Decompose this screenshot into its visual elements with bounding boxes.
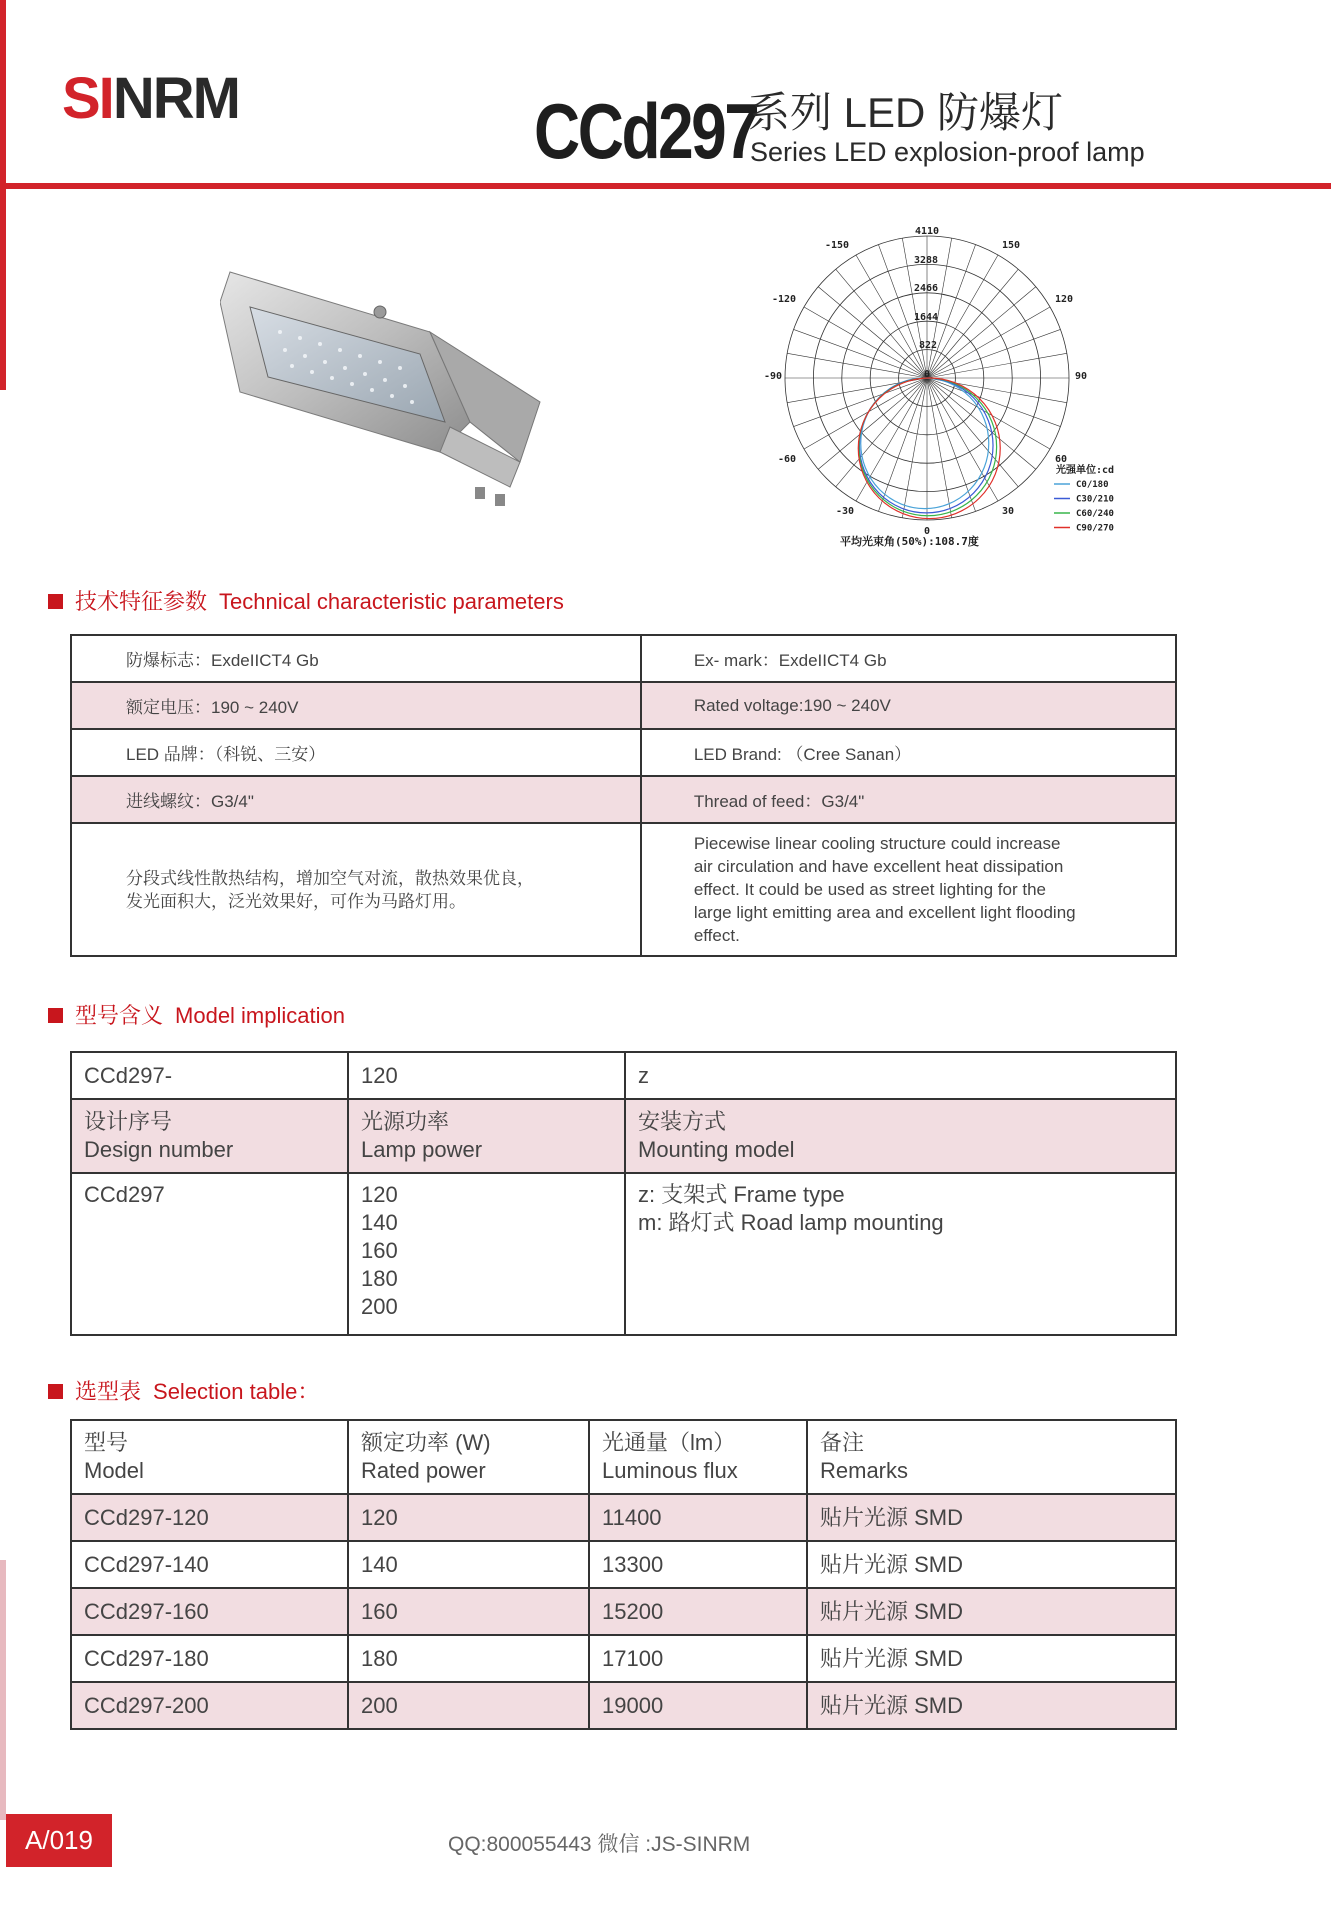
table-row bbox=[71, 1682, 1176, 1729]
tech-en-cell: Piecewise linear cooling structure could increase air circulation and have excellent heat dissipation effect. It could be used as street lighting for the large light emitting area and excellent light flooding effect. bbox=[641, 823, 1176, 956]
table-row bbox=[71, 1099, 1176, 1173]
table-row bbox=[71, 682, 1176, 729]
cell-remarks: 贴片光源 SMD bbox=[807, 1635, 1176, 1682]
tech-params-table bbox=[70, 634, 1177, 957]
table-row bbox=[71, 1052, 1176, 1099]
angle-label: -60 bbox=[778, 454, 797, 465]
header-remarks: 备注 Remarks bbox=[807, 1420, 1176, 1494]
table-row bbox=[71, 776, 1176, 823]
cell-flux: 17100 bbox=[589, 1635, 807, 1682]
legend-label: C0/180 bbox=[1076, 480, 1109, 490]
header-rated-power: 额定功率 (W) Rated power bbox=[348, 1420, 589, 1494]
polar-intensity-diagram bbox=[740, 220, 1140, 560]
table-row bbox=[71, 1541, 1176, 1588]
cell-remarks: 贴片光源 SMD bbox=[807, 1541, 1176, 1588]
table-row bbox=[71, 823, 1176, 956]
cell-power: 160 bbox=[348, 1588, 589, 1635]
header-divider bbox=[0, 183, 1331, 189]
angle-label: 120 bbox=[1055, 294, 1074, 305]
tech-cn-cell: 额定电压：190 ~ 240V bbox=[71, 682, 641, 729]
label-mounting-model: 安装方式 Mounting model bbox=[625, 1099, 1176, 1173]
radial-label: 1644 bbox=[914, 312, 939, 323]
section-heading-selection: 选型表 Selection table： bbox=[48, 1381, 319, 1403]
bullet-square-icon bbox=[48, 1008, 63, 1023]
angle-label: 60 bbox=[1055, 454, 1068, 465]
value-design-number: CCd297 bbox=[71, 1173, 348, 1335]
cell-power: 140 bbox=[348, 1541, 589, 1588]
tech-cn-cell: 进线螺纹：G3/4" bbox=[71, 776, 641, 823]
cell-model: CCd297-160 bbox=[71, 1588, 348, 1635]
code-part-power: 120 bbox=[348, 1052, 625, 1099]
tech-en-cell: LED Brand: （Cree Sanan） bbox=[641, 729, 1176, 776]
tech-cn-cell: 防爆标志：ExdeIICT4 Gb bbox=[71, 635, 641, 682]
tech-cn-cell: LED 品牌：（科锐、三安） bbox=[71, 729, 641, 776]
cell-model: CCd297-200 bbox=[71, 1682, 348, 1729]
table-row bbox=[71, 1635, 1176, 1682]
bullet-square-icon bbox=[48, 594, 63, 609]
footer-contact: QQ:800055443 微信 :JS-SINRM bbox=[448, 1833, 751, 1856]
table-row bbox=[71, 1588, 1176, 1635]
section-heading-model: 型号含义 Model implication bbox=[48, 1005, 345, 1027]
bullet-square-icon bbox=[48, 1384, 63, 1399]
section-heading-tech: 技术特征参数 Technical characteristic parameters bbox=[48, 591, 564, 613]
product-model-title: CCd297 bbox=[534, 87, 758, 175]
tech-cn-cell: 分段式线性散热结构，增加空气对流，散热效果优良， 发光面积大，泛光效果好，可作为马路灯用。 bbox=[71, 823, 641, 956]
legend-label: C30/210 bbox=[1076, 494, 1114, 505]
brand-logo: SINRM bbox=[62, 66, 239, 131]
code-part-series: CCd297- bbox=[71, 1052, 348, 1099]
angle-label: -150 bbox=[825, 240, 850, 251]
value-mount-options: z: 支架式 Frame type m: 路灯式 Road lamp mounting bbox=[625, 1173, 1176, 1335]
angle-label: 150 bbox=[1002, 240, 1021, 251]
legend-label: C60/240 bbox=[1076, 509, 1114, 519]
left-accent-bar-lower bbox=[0, 1560, 6, 1820]
cell-power: 180 bbox=[348, 1635, 589, 1682]
cell-remarks: 贴片光源 SMD bbox=[807, 1588, 1176, 1635]
cell-power: 120 bbox=[348, 1494, 589, 1541]
cell-remarks: 贴片光源 SMD bbox=[807, 1494, 1176, 1541]
page-number-tag: A/019 bbox=[6, 1814, 112, 1867]
angle-label: -120 bbox=[772, 294, 797, 305]
cell-model: CCd297-120 bbox=[71, 1494, 348, 1541]
angle-label: -30 bbox=[836, 506, 855, 517]
polar-legend bbox=[1054, 480, 1114, 534]
angle-label: 90 bbox=[1075, 371, 1088, 382]
table-row bbox=[71, 1173, 1176, 1335]
title-english: Series LED explosion-proof lamp bbox=[750, 137, 1145, 167]
header-model: 型号 Model bbox=[71, 1420, 348, 1494]
table-row bbox=[71, 729, 1176, 776]
legend-label: C90/270 bbox=[1076, 523, 1114, 534]
angle-label: 30 bbox=[1002, 506, 1015, 517]
label-lamp-power: 光源功率 Lamp power bbox=[348, 1099, 625, 1173]
beam-angle-caption: 平均光束角(50%):108.7度 bbox=[840, 535, 979, 548]
table-header-row bbox=[71, 1420, 1176, 1494]
value-power-list: 120 140 160 180 200 bbox=[348, 1173, 625, 1335]
cell-model: CCd297-180 bbox=[71, 1635, 348, 1682]
cell-power: 200 bbox=[348, 1682, 589, 1729]
header-luminous-flux: 光通量（lm） Luminous flux bbox=[589, 1420, 807, 1494]
cell-model: CCd297-140 bbox=[71, 1541, 348, 1588]
cell-flux: 13300 bbox=[589, 1541, 807, 1588]
cell-flux: 11400 bbox=[589, 1494, 807, 1541]
angle-label: -90 bbox=[764, 371, 783, 382]
title-chinese: 系列 LED 防爆灯 bbox=[748, 89, 1064, 136]
selection-table bbox=[70, 1419, 1177, 1730]
label-design-number: 设计序号 Design number bbox=[71, 1099, 348, 1173]
product-photo bbox=[220, 262, 550, 512]
tech-en-cell: Thread of feed：G3/4" bbox=[641, 776, 1176, 823]
angle-label: 0 bbox=[924, 526, 931, 537]
tech-en-cell: Rated voltage:190 ~ 240V bbox=[641, 682, 1176, 729]
radial-label: 2466 bbox=[914, 283, 939, 294]
radial-label: 822 bbox=[919, 340, 938, 351]
cell-remarks: 贴片光源 SMD bbox=[807, 1682, 1176, 1729]
cell-flux: 19000 bbox=[589, 1682, 807, 1729]
table-row bbox=[71, 1494, 1176, 1541]
radial-label: 3288 bbox=[914, 255, 939, 266]
angle-label: 0 bbox=[924, 369, 931, 380]
unit-label: 光强单位:cd bbox=[1056, 465, 1115, 476]
left-accent-bar bbox=[0, 0, 6, 390]
tech-en-cell: Ex- mark：ExdeIICT4 Gb bbox=[641, 635, 1176, 682]
cell-flux: 15200 bbox=[589, 1588, 807, 1635]
model-implication-table bbox=[70, 1051, 1177, 1336]
radial-label: 4110 bbox=[915, 226, 940, 237]
code-part-mount: z bbox=[625, 1052, 1176, 1099]
table-row bbox=[71, 635, 1176, 682]
